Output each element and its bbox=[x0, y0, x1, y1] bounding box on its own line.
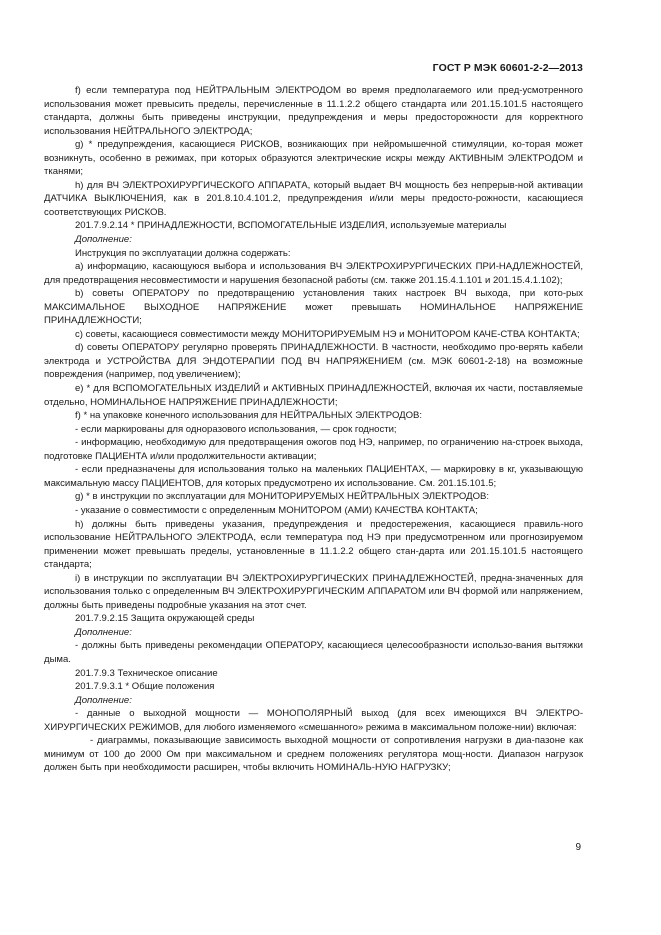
addition-label: Дополнение: bbox=[75, 626, 132, 638]
item-e-rated-voltage: e) * для ВСПОМОГАТЕЛЬНЫХ ИЗДЕЛИЙ и АКТИВНЫХ ПРИНАДЛЕЖНОСТЕЙ, включая их части, поставляемые отдельно, НОМИНАЛЬНОЕ НАПРЯЖЕНИЕ ПРИНАДЛЕЖНОСТИ; bbox=[44, 383, 583, 408]
page-body bbox=[44, 84, 583, 775]
item-d-inspection: d) советы ОПЕРАТОРУ регулярно проверять ПРИНАДЛЕЖНОСТИ. В частности, необходимо про-верять кабели электрода и УСТРОЙСТВА ДЛЯ ЭНДОТЕРАПИИ ПОД ВЧ НАПРЯЖЕНИЕМ (см. МЭК 60601-2-18) на возможные повреждения (например, под увеличением); bbox=[44, 342, 583, 381]
dash-small-patients: - если предназначены для использования только на маленьких ПАЦИЕНТАХ, — маркировку в кг, указывающую максимальную массу ПАЦИЕНТОВ, для которых предусмотрено их использование. См. 201.15.101.5; bbox=[44, 464, 583, 489]
section-201-7-9-2-14: 201.7.9.2.14 * ПРИНАДЛЕЖНОСТИ, ВСПОМОГАТЕЛЬНЫЕ ИЗДЕЛИЯ, используемые материалы bbox=[75, 220, 507, 232]
addition-label: Дополнение: bbox=[75, 694, 132, 706]
dash-expiry: - если маркированы для одноразового использования, — срок годности; bbox=[75, 423, 397, 435]
item-a-selection: a) информацию, касающуюся выбора и использования ВЧ ЭЛЕКТРОХИРУРГИЧЕСКИХ ПРИ-НАДЛЕЖНОСТЕЙ, для предотвращения несовместимости и нарушения безопасной работы (см. также 201.15.4.1.101 и 201.15.4.1.102); bbox=[44, 261, 583, 286]
item-g-monitored: g) * в инструкции по эксплуатации для МОНИТОРИРУЕМЫХ НЕЙТРАЛЬНЫХ ЭЛЕКТРОДОВ: bbox=[75, 491, 490, 503]
section-201-7-9-2-15: 201.7.9.2.15 Защита окружающей среды bbox=[75, 613, 255, 625]
dash-smoke-evacuation: - должны быть приведены рекомендации ОПЕРАТОРУ, касающиеся целесообразности использо-вания вытяжки дыма. bbox=[44, 640, 583, 665]
dash-contact-monitor: - указание о совместимости с определенным МОНИТОРОМ (АМИ) КАЧЕСТВА КОНТАКТА; bbox=[75, 504, 478, 516]
section-201-7-9-3: 201.7.9.3 Техническое описание bbox=[75, 667, 218, 679]
item-g-neuromuscular: g) * предупреждения, касающиеся РИСКОВ, возникающих при нейромышечной стимуляции, ко-торая может возникнуть, особенно в режимах, при которых образуются электрические искры между АКТИВНЫМ ЭЛЕКТРОДОМ и тканями; bbox=[44, 139, 583, 178]
dash-burn-prevention: - информацию, необходимую для предотвращения ожогов под НЭ, например, по ограничению на-строек выхода, подготовке ПАЦИЕНТА и/или продолжительности активации; bbox=[44, 437, 583, 462]
item-i-accessories: i) в инструкции по эксплуатации ВЧ ЭЛЕКТРОХИРУРГИЧЕСКИХ ПРИНАДЛЕЖНОСТЕЙ, предна-значенных для использования только с определенным ВЧ ЭЛЕКТРОХИРУРГИЧЕСКИМ АППАРАТОМ или ВЧ формой или напряжением, должны быть приведены подробные указания на этот счет. bbox=[44, 572, 583, 611]
addition-label: Дополнение: bbox=[75, 234, 132, 246]
item-h-usage-instructions: h) должны быть приведены указания, предупреждения и предостережения, касающиеся правиль-ного использование НЕЙТРАЛЬНОГО ЭЛЕКТРОДА, если температура под НЭ при предусмотренном или прогнозируемом применении может превышать пределы, установленные в 11.1.2.2 общего стан-дарта или 201.15.101.5 настоящего стандарта; bbox=[44, 518, 583, 571]
page-number: 9 bbox=[575, 842, 581, 853]
dash-power-diagrams: - диаграммы, показывающие зависимость выходной мощности от сопротивления нагрузки в диа-пазоне как минимум от 100 до 2000 Ом при максимальном и среднем положениях регулятора мощ-ности. Диапазон нагрузок должен быть при необходимости расширен, чтобы включить НОМИНАЛЬ-НУЮ НАГРУЗКУ; bbox=[44, 735, 583, 774]
item-b-output-settings: b) советы ОПЕРАТОРУ по предотвращению установления таких настроек ВЧ выхода, при кото-рых МАКСИМАЛЬНОЕ ВЫХОДНОЕ НАПРЯЖЕНИЕ может превышать НОМИНАЛЬНОЕ НАПРЯЖЕНИЕ ПРИНАДЛЕЖНОСТИ; bbox=[44, 288, 583, 327]
section-201-7-9-3-1: 201.7.9.3.1 * Общие положения bbox=[75, 681, 215, 693]
item-f-temperature: f) если температура под НЕЙТРАЛЬНЫМ ЭЛЕКТРОДОМ во время предполагаемого или пред-усмотренного использования может превысить пределы, перечисленные в 11.1.2.2 общего стандарта или 201.15.101.5 настоящего стандарта, должны быть приведены инструкции, предупреждения и меры предосторожности для корректного использования НЕЙТРАЛЬНОГО ЭЛЕКТРОДА; bbox=[44, 85, 583, 137]
instruction-intro: Инструкция по эксплуатации должна содержать: bbox=[75, 247, 291, 259]
item-f-packaging: f) * на упаковке конечного использования для НЕЙТРАЛЬНЫХ ЭЛЕКТРОДОВ: bbox=[75, 410, 423, 422]
dash-output-power: - данные о выходной мощности — МОНОПОЛЯРНЫЙ выход (для всех имеющихся ВЧ ЭЛЕКТРО-ХИРУРГИЧЕСКИХ РЕЖИМОВ, для любого изменяемого «смешанного» режима в максимальном положе-нии) включая: bbox=[44, 708, 583, 733]
document-header: ГОСТ Р МЭК 60601-2-2—2013 bbox=[432, 62, 583, 74]
item-h-activation: h) для ВЧ ЭЛЕКТРОХИРУРГИЧЕСКОГО АППАРАТА, который выдает ВЧ мощность без непрерыв-ной активации ДАТЧИКА ВЫКЛЮЧЕНИЯ, как в 201.8.10.4.101.2, предупреждения и/или меры предосто-рожности, касающиеся соответствующих РИСКОВ. bbox=[44, 179, 583, 218]
item-c-compatibility: c) советы, касающиеся совместимости между МОНИТОРИРУЕМЫМ НЭ и МОНИТОРОМ КАЧЕ-СТВА КОНТАКТА; bbox=[75, 328, 580, 340]
